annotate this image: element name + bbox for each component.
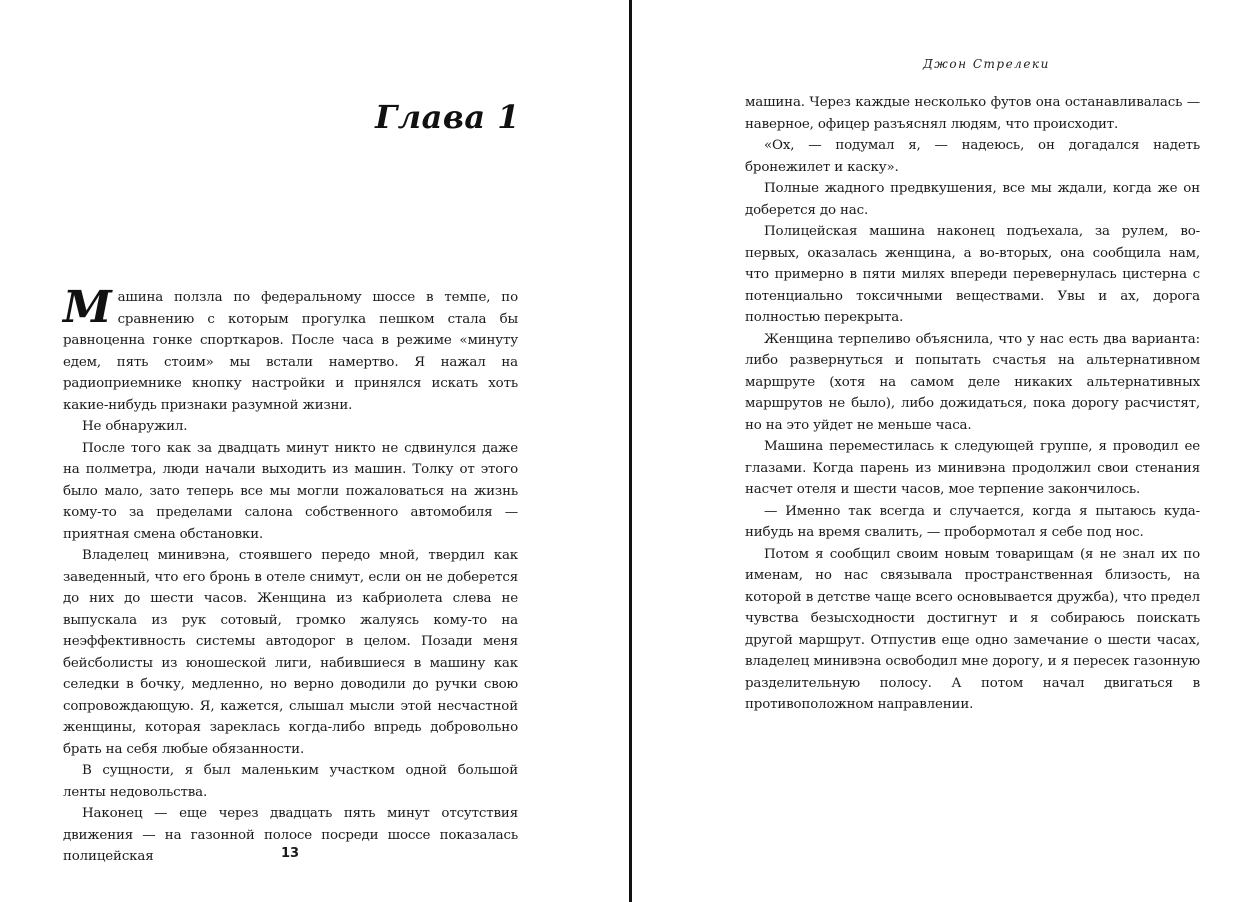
paragraph: Женщина терпеливо объяснила, что у нас есть два варианта: либо развернуться и попытать счастья на альтернативном маршруте (хотя на самом деле никаких альтернативных маршрутов не было), либо дожидаться, пока дорогу расчистят, но на это уйдет не меньше часа. [745, 331, 1200, 433]
paragraph-text: ашина ползла по федеральному шоссе в темпе, по сравнению с которым прогулка пешком стала бы равноценна гонке спорткаров. После часа в режиме «минуту едем, пять стоим» мы встали намертво. Я нажал на радиоприемнике кнопку настройки и принялся искать хоть какие-нибудь признаки разумной жизни. [63, 290, 518, 413]
paragraph: — Именно так всегда и случается, когда я пытаюсь куда-нибудь на время свалить, — пробормотал я себе под нос. [745, 503, 1200, 540]
paragraph: Не обнаружил. [82, 419, 188, 434]
paragraph: Машина переместилась к следующей группе, я проводил ее глазами. Когда парень из минивэна продолжил свои стенания насчет отеля и шести часов, мое терпение закончилось. [745, 439, 1200, 497]
running-head-author: Джон Стрелеки [923, 57, 1050, 71]
paragraph: Полицейская машина наконец подъехала, за рулем, во-первых, оказалась женщина, а во-вторых, она сообщила нам, что примерно в пяти милях впереди перевернулась цистерна с потенциально токсичными веществами. Увы и ах, дорога полностью перекрыта. [745, 224, 1200, 325]
paragraph: Наконец — еще через двадцать пять минут отсутствия движения — на газонной полосе посреди шоссе показалась полицейская [63, 806, 518, 864]
page-number: 13 [280, 846, 300, 861]
paragraph: Полные жадного предвкушения, все мы ждали, когда же он доберется до нас. [745, 181, 1200, 218]
page-gutter-divider [629, 0, 632, 902]
drop-cap: М [63, 282, 112, 333]
paragraph: машина. Через каждые несколько футов она останавливалась — наверное, офицер разъяснял людям, что происходит. [745, 95, 1200, 132]
paragraph: «Ох, — подумал я, — надеюсь, он догадался надеть бронежилет и каску». [745, 138, 1200, 175]
paragraph: В сущности, я был маленьким участком одной большой ленты недовольства. [63, 763, 518, 800]
chapter-title: Глава 1 [375, 98, 520, 136]
paragraph: Владелец минивэна, стоявшего передо мной, твердил как заведенный, что его бронь в отеле снимут, если он не доберется до них до шести часов. Женщина из кабриолета слева не выпускала из рук сотовый, громко жалуясь кому-то на неэффективность системы автодорог в целом. Позади меня бейсболисты из юношеской лиги, набившиеся в машину как селедки в бочку, медленно, но верно доводили до ручки свою сопровождающую. Я, кажется, слышал мысли этой несчастной женщины, которая зареклась когда-либо впредь добровольно брать на себя любые обязанности. [63, 548, 518, 757]
right-page [633, 0, 1260, 902]
paragraph: Потом я сообщил своим новым товарищам (я не знал их по именам, но нас связывала пространственная близость, на которой в детстве чаще всего основывается дружба), что предел чувства безысходности достигнут и я собираюсь поискать другой маршрут. Отпустив еще одно замечание о шести часах, владелец минивэна освободил мне дорогу, и я пересек газонную разделительную полосу. А потом начал двигаться в противоположном направлении. [745, 546, 1200, 712]
paragraph: После того как за двадцать минут никто не сдвинулся даже на полметра, люди начали выходить из машин. Толку от этого было мало, зато теперь все мы могли пожаловаться на жизнь кому-то за пределами салона собственного автомобиля — приятная смена обстановки. [63, 440, 518, 542]
right-text-block [745, 92, 1200, 716]
paragraph [63, 282, 518, 416]
left-text-block [63, 282, 518, 868]
